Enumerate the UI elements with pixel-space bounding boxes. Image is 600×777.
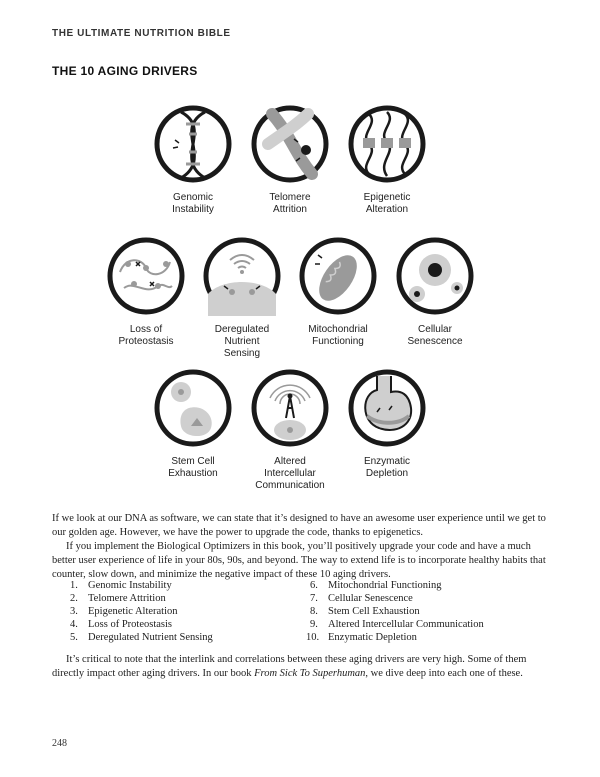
paragraph: If you implement the Biological Optimizers in this book, you’ll positively upgrade your code and have a much better user experience of life in your 80s, 90s, and beyond. The way to extend life is to incorporate healthy habits that counter, slow down, and minimize the negative impact of these 10 aging drivers. <box>52 541 546 580</box>
driver-label: Enzymatic Depletion <box>363 456 411 479</box>
nutrient-sensing-icon <box>202 236 282 316</box>
driver-label: Cellular Senescence <box>407 324 463 347</box>
proteostasis-icon <box>106 236 186 316</box>
closing-paragraph <box>52 653 548 681</box>
body-paragraphs <box>52 512 548 582</box>
driver-cellular-senescence <box>375 236 495 348</box>
driver-label: Epigenetic Alteration <box>363 192 411 215</box>
paragraph: It’s critical to note that the interlink and correlations between these aging drivers are very high. Some of them directly impact other aging drivers. In our book From Sick To Superhuman, we dive deep into each one of these. <box>52 654 527 679</box>
mitochondria-icon <box>298 236 378 316</box>
enzymatic-depletion-icon <box>347 368 427 448</box>
paragraph: If we look at our DNA as software, we can state that it’s designed to have an awesome user experience until we get to our golden age. However, we have the power to upgrade the code, thanks to epigenetics. <box>52 513 546 538</box>
list-item: 2. Telomere Attrition <box>70 593 166 604</box>
list-item: 9. Altered Intercellular Communication <box>310 619 484 630</box>
list-item: 5. Deregulated Nutrient Sensing <box>70 632 213 643</box>
book-title: From Sick To Superhuman <box>254 668 366 679</box>
section-title: THE 10 AGING DRIVERS <box>52 64 198 78</box>
driver-label: Stem Cell Exhaustion <box>168 456 218 479</box>
cellular-senescence-icon <box>395 236 475 316</box>
list-item: 10. Enzymatic Depletion <box>306 632 417 643</box>
list-item: 7. Cellular Senescence <box>310 593 413 604</box>
driver-epigenetic-alteration <box>327 104 447 216</box>
list-item: 1. Genomic Instability <box>70 580 172 591</box>
epigenetic-alteration-icon <box>347 104 427 184</box>
running-header: THE ULTIMATE NUTRITION BIBLE <box>52 28 231 39</box>
driver-label: Genomic Instability <box>172 192 214 215</box>
list-item: 3. Epigenetic Alteration <box>70 606 178 617</box>
driver-label: Deregulated Nutrient Sensing <box>214 324 270 359</box>
stem-cell-icon <box>153 368 233 448</box>
genomic-instability-icon <box>153 104 233 184</box>
list-item: 6. Mitochondrial Functioning <box>310 580 442 591</box>
telomere-attrition-icon <box>250 104 330 184</box>
list-item: 8. Stem Cell Exhaustion <box>310 606 420 617</box>
page-number: 248 <box>52 738 67 749</box>
driver-enzymatic-depletion <box>327 368 447 480</box>
driver-label: Mitochondrial Functioning <box>308 324 368 347</box>
driver-label: Telomere Attrition <box>269 192 311 215</box>
list-item: 4. Loss of Proteostasis <box>70 619 172 630</box>
driver-label: Altered Intercellular Communication <box>255 456 325 491</box>
driver-label: Loss of Proteostasis <box>118 324 174 347</box>
intercellular-communication-icon <box>250 368 330 448</box>
